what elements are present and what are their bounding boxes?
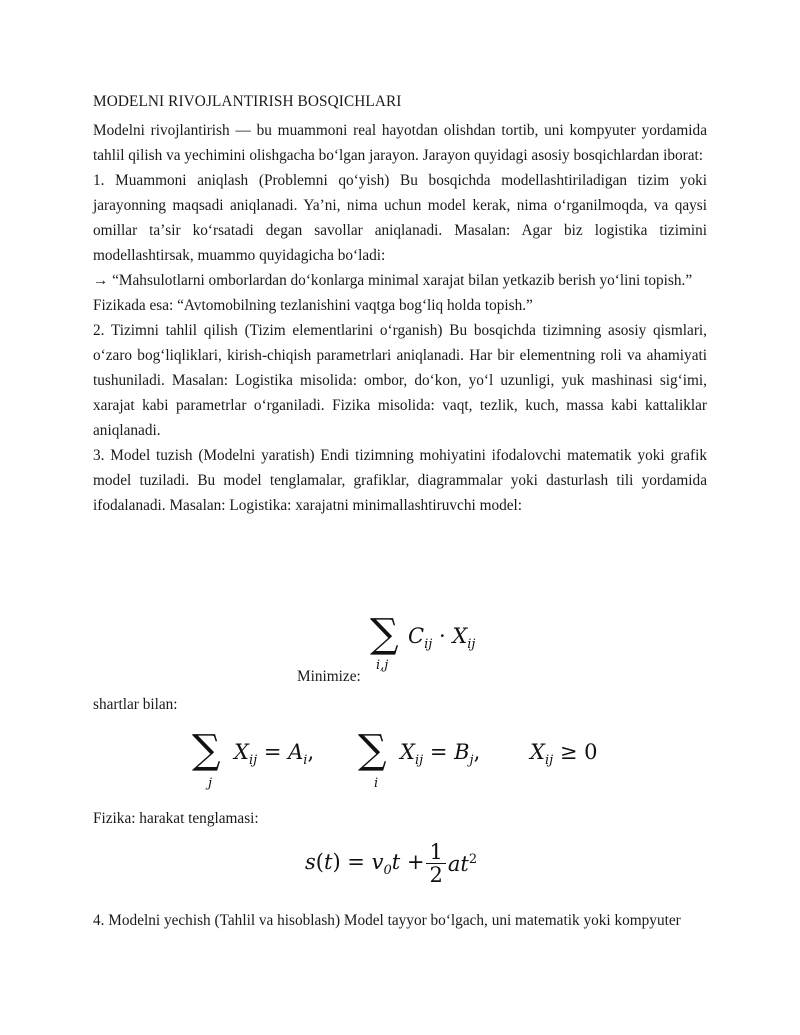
step3-paragraph: 3. Model tuzish (Modelni yaratish) Endi tizimning mohiyatini ifodalovchi matematik yoki grafik model tuziladi. Bu model tenglamalar, grafiklar, diagrammalar yoki dasturlash tili yordamida ifodalanadi. Masalan: Logistika: xarajatni minimallashtiruvchi model: bbox=[93, 447, 707, 514]
step1-example: → “Mahsulotlarni omborlardan doʻkonlarga minimal xarajat bilan yetkazib berish yoʻlini topish.” bbox=[93, 272, 693, 289]
intro-paragraph: Modelni rivojlantirish — bu muammoni real hayotdan olishdan tortib, uni kompyuter yordamida tahlil qilish va yechimini olishgacha boʻlgan jarayon. Jarayon quyidagi asosiy bosqichlardan iborat: bbox=[93, 122, 707, 164]
physics-label: Fizika: harakat tenglamasi: bbox=[93, 810, 259, 827]
motion-equation: $s(t) = v_0t$ + $\frac{1}{2}$ $at^2$ bbox=[305, 839, 478, 887]
step1-paragraph: 1. Muammoni aniqlash (Problemni qoʻyish) Bu bosqichda modellashtiriladigan tizim yoki jarayonning maqsadi aniqlanadi. Yaʼni, nima uchun model kerak, nima oʻrganilmoqda, va qaysi omillar taʼsir koʻrsatadi degan savollar aniqlanadi. Masalan: Agar biz logistika tizimini modellashtirsak, muammo quyidagicha boʻladi: bbox=[93, 172, 707, 264]
objective-formula: ∑ i,j $C_{ij} \cdot X_{ij}$ bbox=[370, 611, 476, 673]
step1-physics: Fizikada esa: “Avtomobilning tezlanishini vaqtga bogʻliq holda topish.” bbox=[93, 297, 533, 314]
page-title: MODELNI RIVOJLANTIRISH BOSQICHLARI bbox=[93, 93, 402, 110]
minimize-label: Minimize: bbox=[297, 668, 361, 685]
constraints-formula: ∑ j $X_{ij} = A_i$, ∑ i $X_{ij} = B_j$, $X_{ij} \ge 0$ bbox=[192, 727, 598, 791]
step4-paragraph: 4. Modelni yechish (Tahlil va hisoblash) Model tayyor boʻlgach, uni matematik yoki kompyuter bbox=[93, 912, 681, 929]
constraints-label: shartlar bilan: bbox=[93, 696, 178, 713]
step4-column bbox=[93, 908, 707, 933]
body-column bbox=[93, 118, 707, 518]
step2-paragraph: 2. Tizimni tahlil qilish (Tizim elementlarini oʻrganish) Bu bosqichda tizimning asosiy qismlari, oʻzaro bogʻliqliklari, kirish-chiqish parametrlari aniqlanadi. Har bir elementning roli va ahamiyati tushuniladi. Masalan: Logistika misolida: ombor, doʻkon, yoʻl uzunligi, yuk mashinasi sigʻimi, xarajat kabi parametrlar oʻrganiladi. Fizika misolida: vaqt, tezlik, kuch, massa kabi kattaliklar aniqlanadi. bbox=[93, 322, 707, 439]
